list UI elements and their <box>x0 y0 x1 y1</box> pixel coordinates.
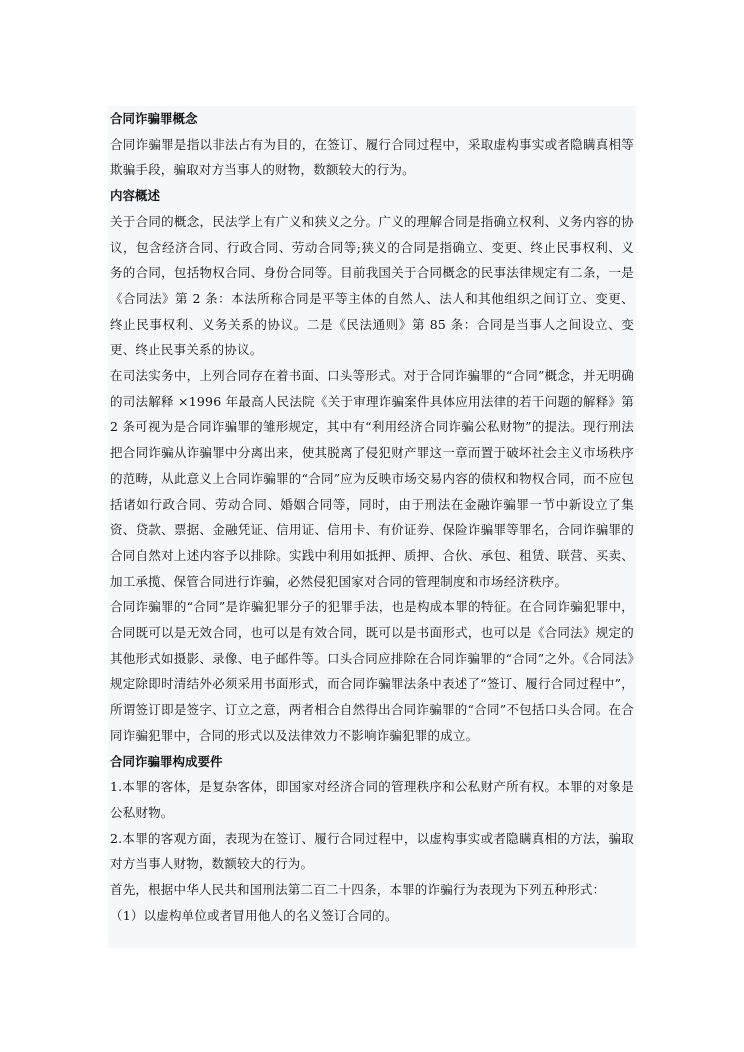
section-heading-elements: 合同诈骗罪构成要件 <box>110 753 223 769</box>
section-heading-overview: 内容概述 <box>110 188 161 204</box>
paragraph-article-224: 首先，根据中华人民共和国刑法第二百二十四条，本罪的诈骗行为表现为下列五种形式： <box>110 882 606 898</box>
paragraph-form-1: （1）以虚构单位或者冒用他人的名义签订合同的。 <box>110 907 398 923</box>
paragraph-contract-concept: 关于合同的概念，民法学上有广义和狭义之分。广义的理解合同是指确立权利、义务内容的协议，包含经济合同、行政合同、劳动合同等;狭义的合同是指确立、变更、终止民事权利、义务的合同，包括物权合同、身份合同等。目前我国关于合同概念的民事法律规定有二条，一是《合同法》第 2 条：本法所称合同是平等主体的自然人、法人和其他组织之间订立、变更、终止民事权利、义务关系的协议。二是《民法通则》第 85 条：合同是当事人之间设立、变更、终止民事关系的协议。 <box>110 213 634 358</box>
paragraph-contract-form: 合同诈骗罪的“合同”是诈骗犯罪分子的犯罪手法，也是构成本罪的特征。在合同诈骗犯罪中，合同既可以是无效合同，也可以是有效合同，既可以是书面形式，也可以是《合同法》规定的其他形式如摄影、录像、电子邮件等。口头合同应排除在合同诈骗罪的“合同”之外。《合同法》规定除即时清结外必须采用书面形式，而合同诈骗罪法条中表述了“签订、履行合同过程中”，所谓签订即是签字、订立之意，两者相合自然得出合同诈骗罪的“合同”不包括口头合同。在合同诈骗犯罪中，合同的形式以及法律效力不影响诈骗犯罪的成立。 <box>110 599 634 743</box>
paragraph-objective-aspect: 2.本罪的客观方面，表现为在签订、履行合同过程中，以虚构事实或者隐瞒真相的方法，骗取对方当事人财物，数额较大的行为。 <box>110 830 634 872</box>
paragraph-definition: 合同诈骗罪是指以非法占有为目的，在签订、履行合同过程中，采取虚构事实或者隐瞒真相等欺骗手段，骗取对方当事人的财物，数额较大的行为。 <box>110 136 634 178</box>
document-body <box>108 106 636 948</box>
paragraph-judicial-practice: 在司法实务中，上列合同存在着书面、口头等形式。对于合同诈骗罪的“合同”概念，并无明确的司法解释 ×1996 年最高人民法院《关于审理诈骗案件具体应用法律的若干问题的解释》第 2 条可视为是合同诈骗罪的雏形规定，其中有“利用经济合同诈骗公私财物”的提法。现行刑法把合同诈骗从诈骗罪中分离出来，使其脱离了侵犯财产罪这一章而置于破坏社会主义市场秩序的范畴，从此意义上合同诈骗罪的“合同”应为反映市场交易内容的债权和物权合同，而不应包括诸如行政合同、劳动合同、婚姻合同等，同时，由于刑法在金融诈骗罪一节中新设立了集资、贷款、票据、金融凭证、信用证、信用卡、有价证券、保险诈骗罪等罪名，合同诈骗罪的合同自然对上述内容予以排除。实践中利用如抵押、质押、合伙、承包、租赁、联营、买卖、加工承揽、保管合同进行诈骗，必然侵犯国家对合同的管理制度和市场经济秩序。 <box>110 368 634 589</box>
paragraph-object: 1.本罪的客体，是复杂客体，即国家对经济合同的管理秩序和公私财产所有权。本罪的对象是公私财物。 <box>110 779 634 820</box>
section-heading-concept: 合同诈骗罪概念 <box>110 111 198 126</box>
